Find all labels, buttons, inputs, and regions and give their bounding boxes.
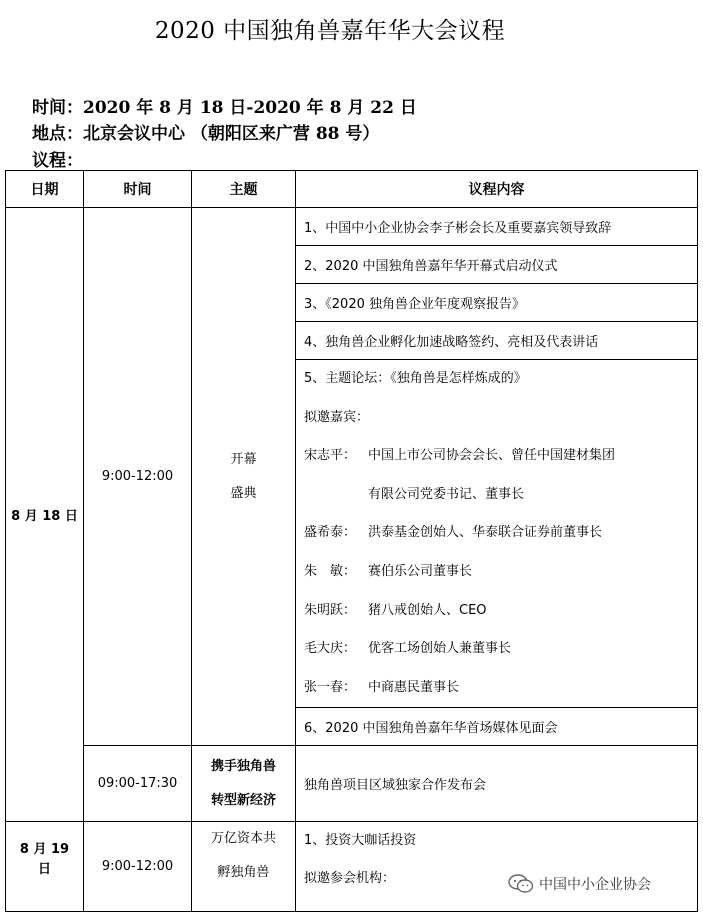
day1-session2-time: 09:00-17:30: [84, 746, 192, 822]
agenda-item: 拟邀参会机构：: [304, 871, 396, 887]
guest-name: 张一春：: [304, 679, 357, 695]
invited-guests-label: 拟邀嘉宾：: [304, 409, 370, 425]
wechat-icon: [508, 874, 534, 894]
guest-name: 宋志平：: [304, 448, 357, 464]
table-row: [6, 208, 698, 246]
date-line: 日: [37, 862, 51, 878]
guest-title: 中商惠民董事长: [368, 679, 460, 695]
theme-line: 盛典: [230, 485, 257, 501]
date-line: 8 月 19: [19, 842, 70, 858]
agenda-item: 独角兽项目区域独家合作发布会: [296, 746, 698, 822]
theme-line: 携手独角兽: [210, 758, 276, 774]
event-location: 地点：北京会议中心 （朝阳区来广营 88 号）: [32, 124, 380, 144]
agenda-item: 1、投资大咖话投资: [304, 833, 417, 849]
guest-row: [304, 630, 697, 669]
guest-title: 优客工场创始人兼董事长: [368, 641, 512, 657]
watermark-text: 中国中小企业协会: [539, 877, 651, 893]
guest-row: [304, 592, 697, 631]
guest-title: 中国上市公司协会会长、曾任中国建材集团: [368, 448, 616, 464]
day2-date: [6, 822, 84, 912]
day2-time: 9:00-12:00: [84, 822, 192, 912]
header-theme: 主题: [192, 171, 296, 208]
agenda-item: 4、独角兽企业孵化加速战略签约、亮相及代表讲话: [296, 322, 698, 360]
day2-content: [296, 822, 698, 912]
page-title: 2020 中国独角兽嘉年华大会议程: [154, 18, 506, 44]
agenda-item: 6、2020 中国独角兽嘉年华首场媒体见面会: [296, 708, 698, 746]
guest-row: [304, 669, 697, 708]
day1-session2-theme: [192, 746, 296, 822]
guest-name: 朱 敏：: [304, 563, 357, 579]
theme-line: 开幕: [230, 451, 257, 467]
theme-line: 转型新经济: [210, 792, 276, 808]
theme-line: 孵独角兽: [217, 865, 270, 881]
header-time: 时间: [84, 171, 192, 208]
agenda-item: 2、2020 中国独角兽嘉年华开幕式启动仪式: [296, 246, 698, 284]
guest-row: [304, 514, 697, 553]
guest-title: 猪八戒创始人、CEO: [368, 602, 487, 618]
guest-name: 朱明跃：: [304, 602, 357, 618]
day1-date: 8 月 18 日: [6, 208, 84, 822]
source-watermark: [508, 874, 651, 894]
forum-title: 5、主题论坛：《独角兽是怎样炼成的》: [304, 371, 527, 386]
agenda-item: 3、《2020 独角兽企业年度观察报告》: [296, 284, 698, 322]
guest-name: 盛希泰：: [304, 525, 357, 541]
table-header-row: [6, 171, 698, 208]
day1-session1-time: 9:00-12:00: [84, 208, 192, 746]
event-time: 时间：2020 年 8 月 18 日-2020 年 8 月 22 日: [32, 98, 417, 118]
table-row: [6, 822, 698, 912]
day1-session1-theme: [192, 208, 296, 746]
day2-theme: [192, 822, 296, 912]
header-date: 日期: [6, 171, 84, 208]
guest-name: 毛大庆：: [304, 641, 357, 657]
agenda-label: 议程：: [32, 151, 83, 171]
table-row: [6, 746, 698, 822]
header-content: 议程内容: [296, 171, 698, 208]
agenda-table: [5, 170, 698, 912]
agenda-item: 1、中国中小企业协会李子彬会长及重要嘉宾领导致辞: [296, 208, 698, 246]
guest-title-continued: 有限公司党委书记、董事长: [368, 486, 525, 502]
theme-line: 万亿资本共: [210, 831, 276, 847]
guest-title: 洪泰基金创始人、华泰联合证券前董事长: [368, 525, 603, 541]
forum-block: [296, 360, 698, 708]
guest-row: [304, 553, 697, 592]
guest-row: [304, 437, 697, 476]
guest-title: 赛伯乐公司董事长: [368, 563, 473, 579]
